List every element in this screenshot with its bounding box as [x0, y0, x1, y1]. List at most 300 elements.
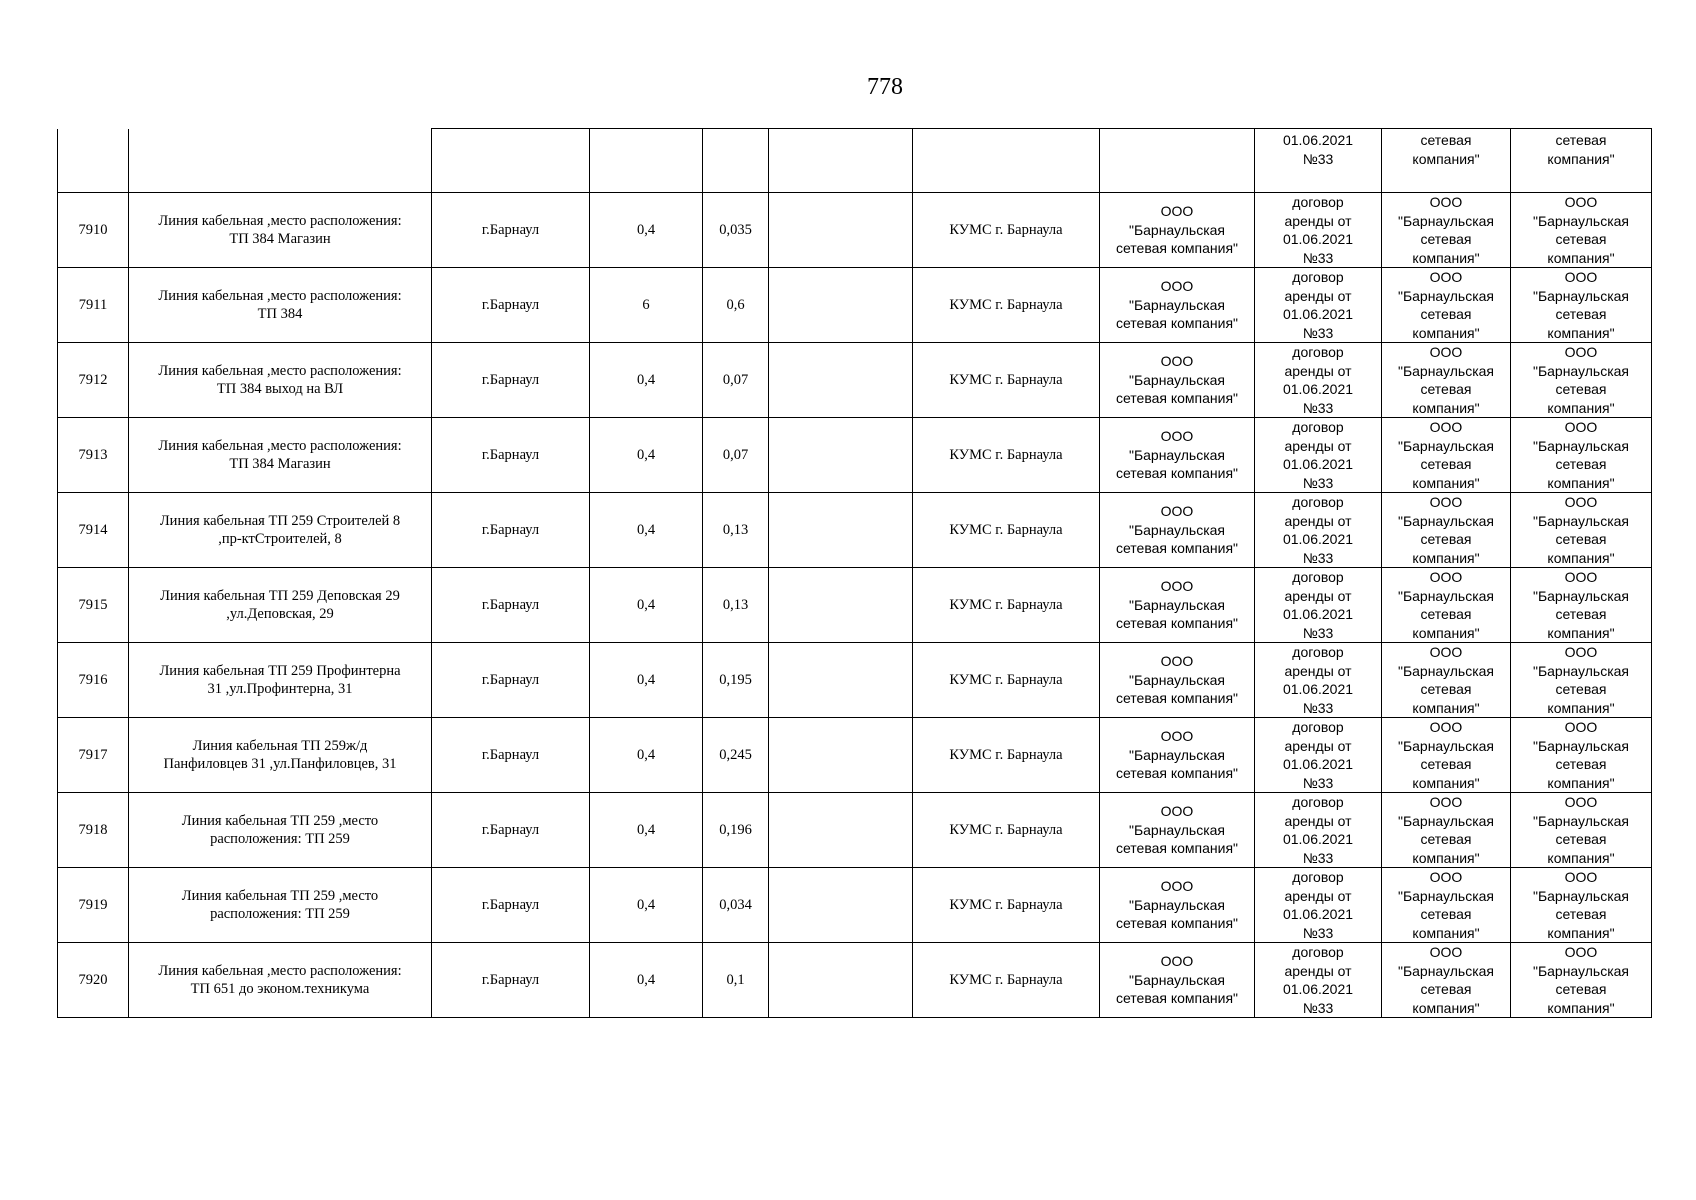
- cell-num: 7912: [58, 343, 129, 418]
- user-line: ООО: [1564, 269, 1598, 285]
- cell-operator: [1100, 868, 1255, 943]
- holder-line: "Барнаульская: [1397, 287, 1495, 304]
- cell-name: [129, 568, 432, 643]
- holder-line: сетевая: [1420, 531, 1472, 547]
- cell-owner: КУМС г. Барнаула: [913, 793, 1100, 868]
- name-line: Панфиловцев 31 ,ул.Панфиловцев, 31: [163, 756, 397, 772]
- cell-voltage: 0,4: [590, 193, 703, 268]
- cell-address: г.Барнаул: [432, 643, 590, 718]
- user-line: компания": [1547, 549, 1615, 566]
- cell-user: [1511, 129, 1652, 193]
- user-line: "Барнаульская: [1532, 437, 1630, 454]
- user-line: ООО: [1564, 194, 1598, 210]
- user-line: компания": [1547, 999, 1615, 1016]
- cell-name: [129, 418, 432, 493]
- table-row: [58, 943, 1652, 1018]
- user-line: компания": [1547, 924, 1615, 941]
- contract-line: 01.06.2021: [1282, 381, 1354, 397]
- cell-contract: [1255, 193, 1382, 268]
- user-line: ООО: [1564, 794, 1598, 810]
- user-line: сетевая: [1555, 606, 1607, 622]
- operator-line: "Барнаульская: [1128, 821, 1226, 838]
- cell-address: г.Барнаул: [432, 793, 590, 868]
- contract-line: 01.06.2021: [1282, 456, 1354, 472]
- user-line: "Барнаульская: [1532, 812, 1630, 829]
- cell-holder: [1382, 493, 1511, 568]
- user-line: "Барнаульская: [1532, 662, 1630, 679]
- holder-line: компания": [1412, 774, 1480, 791]
- operator-line: ООО: [1160, 578, 1194, 595]
- name-line: Линия кабельная ,место расположения:: [158, 962, 402, 979]
- cell-voltage: [590, 129, 703, 193]
- holder-line: компания": [1412, 474, 1480, 491]
- contract-line: договор: [1292, 194, 1344, 210]
- user-line: компания": [1547, 249, 1615, 266]
- holder-line: компания": [1412, 699, 1480, 716]
- user-line: сетевая: [1555, 456, 1607, 472]
- name-line: 31 ,ул.Профинтерна, 31: [207, 681, 353, 697]
- holder-line: сетевая: [1420, 381, 1472, 397]
- holder-line: "Барнаульская: [1397, 737, 1495, 754]
- cell-operator: [1100, 493, 1255, 568]
- holder-line: "Барнаульская: [1397, 587, 1495, 604]
- name-line: Линия кабельная ТП 259 ,место: [181, 812, 379, 829]
- name-line: расположения: ТП 259: [210, 906, 350, 922]
- cell-owner: КУМС г. Барнаула: [913, 568, 1100, 643]
- holder-line: "Барнаульская: [1397, 887, 1495, 904]
- cell-empty: [769, 493, 913, 568]
- holder-line: сетевая: [1420, 981, 1472, 997]
- holder-line: сетевая: [1420, 231, 1472, 247]
- cell-empty: [769, 418, 913, 493]
- holder-line: "Барнаульская: [1397, 662, 1495, 679]
- operator-line: "Барнаульская: [1128, 446, 1226, 463]
- cell-empty: [769, 268, 913, 343]
- cell-operator: [1100, 718, 1255, 793]
- contract-line: аренды от: [1284, 362, 1352, 379]
- cell-owner: КУМС г. Барнаула: [913, 943, 1100, 1018]
- cell-length: 0,6: [703, 268, 769, 343]
- operator-line: сетевая компания": [1115, 840, 1239, 857]
- table-row: [58, 493, 1652, 568]
- name-line: ТП 384 выход на ВЛ: [216, 381, 344, 397]
- holder-line: сетевая: [1420, 831, 1472, 847]
- cell-owner: [913, 129, 1100, 193]
- continuation-row: [58, 129, 1652, 193]
- operator-line: ООО: [1160, 353, 1194, 370]
- user-line: сетевая: [1555, 756, 1607, 772]
- operator-line: сетевая компания": [1115, 390, 1239, 407]
- name-line: ТП 384: [257, 306, 303, 322]
- contract-line: №33: [1302, 324, 1334, 341]
- contract-line: аренды от: [1284, 212, 1352, 229]
- cell-name: [129, 793, 432, 868]
- contract-line: договор: [1292, 719, 1344, 735]
- cell-length: 0,13: [703, 568, 769, 643]
- contract-line: договор: [1292, 794, 1344, 810]
- cell-operator: [1100, 568, 1255, 643]
- cell-length: 0,196: [703, 793, 769, 868]
- operator-line: ООО: [1160, 503, 1194, 520]
- cell-empty: [769, 868, 913, 943]
- name-line: Линия кабельная ТП 259 ,место: [181, 887, 379, 904]
- cell-user: [1511, 868, 1652, 943]
- cell-holder: [1382, 868, 1511, 943]
- cell-user: [1511, 793, 1652, 868]
- cell-voltage: 0,4: [590, 868, 703, 943]
- holder-line: "Барнаульская: [1397, 212, 1495, 229]
- holder-line: ООО: [1429, 194, 1463, 210]
- cell-voltage: 0,4: [590, 943, 703, 1018]
- holder-line: сетевая: [1420, 306, 1472, 322]
- holder-line: ООО: [1429, 344, 1463, 360]
- cell-contract: [1255, 343, 1382, 418]
- user-line: ООО: [1564, 569, 1598, 585]
- contract-line: аренды от: [1284, 812, 1352, 829]
- cell-holder: [1382, 193, 1511, 268]
- table-row: [58, 643, 1652, 718]
- cell-empty: [769, 343, 913, 418]
- cell-operator: [1100, 793, 1255, 868]
- cell-user: [1511, 268, 1652, 343]
- holder-line: ООО: [1429, 419, 1463, 435]
- cell-owner: КУМС г. Барнаула: [913, 418, 1100, 493]
- cell-empty: [769, 568, 913, 643]
- contract-line: договор: [1292, 644, 1344, 660]
- operator-line: ООО: [1160, 653, 1194, 670]
- user-line: компания": [1547, 849, 1615, 866]
- table-row: [58, 718, 1652, 793]
- user-line: ООО: [1564, 644, 1598, 660]
- cell-empty: [769, 193, 913, 268]
- cell-user: [1511, 193, 1652, 268]
- contract-line: 01.06.2021: [1282, 231, 1354, 247]
- name-line: ТП 384 Магазин: [229, 456, 331, 472]
- name-line: расположения: ТП 259: [210, 831, 350, 847]
- holder-line: компания": [1412, 924, 1480, 941]
- cell-contract: [1255, 793, 1382, 868]
- user-line: сетевая: [1555, 531, 1607, 547]
- cell-owner: КУМС г. Барнаула: [913, 268, 1100, 343]
- cell-empty: [769, 718, 913, 793]
- user-line: компания": [1547, 624, 1615, 641]
- table-row: [58, 268, 1652, 343]
- cell-user: [1511, 493, 1652, 568]
- holder-line: компания": [1412, 249, 1480, 266]
- holder-line: ООО: [1429, 719, 1463, 735]
- table-row: [58, 568, 1652, 643]
- holder-line: компания": [1412, 549, 1480, 566]
- holder-line: ООО: [1429, 869, 1463, 885]
- name-line: Линия кабельная ТП 259 Деповская 29: [160, 587, 400, 604]
- cell-voltage: 6: [590, 268, 703, 343]
- contract-line: №33: [1302, 999, 1334, 1016]
- table-row: [58, 193, 1652, 268]
- cell-address: г.Барнаул: [432, 418, 590, 493]
- holder-line: "Барнаульская: [1397, 362, 1495, 379]
- cell-address: г.Барнаул: [432, 718, 590, 793]
- holder-line: "Барнаульская: [1397, 512, 1495, 529]
- cell-contract: [1255, 943, 1382, 1018]
- contract-line: №33: [1302, 774, 1334, 791]
- contract-line: договор: [1292, 494, 1344, 510]
- cell-voltage: 0,4: [590, 718, 703, 793]
- user-line: ООО: [1564, 344, 1598, 360]
- operator-line: сетевая компания": [1115, 615, 1239, 632]
- cell-holder: [1382, 268, 1511, 343]
- operator-line: сетевая компания": [1115, 465, 1239, 482]
- contract-line: 01.06.2021: [1282, 531, 1354, 547]
- user-line: компания": [1547, 399, 1615, 416]
- user-line: ООО: [1564, 869, 1598, 885]
- contract-line: договор: [1292, 344, 1344, 360]
- cell-voltage: 0,4: [590, 493, 703, 568]
- cell-operator: [1100, 418, 1255, 493]
- cell-operator: [1100, 343, 1255, 418]
- table-body: [58, 129, 1652, 1018]
- cell-empty: [769, 943, 913, 1018]
- cell-length: 0,245: [703, 718, 769, 793]
- operator-line: "Барнаульская: [1128, 596, 1226, 613]
- operator-line: "Барнаульская: [1128, 971, 1226, 988]
- contract-line: №33: [1302, 624, 1334, 641]
- table-row: [58, 868, 1652, 943]
- cell-holder: [1382, 643, 1511, 718]
- user-line: ООО: [1564, 494, 1598, 510]
- cell-length: 0,13: [703, 493, 769, 568]
- operator-line: сетевая компания": [1115, 315, 1239, 332]
- cell-name: [129, 268, 432, 343]
- user-line: компания": [1547, 474, 1615, 491]
- holder-line: компания": [1412, 849, 1480, 866]
- contract-line: №33: [1302, 399, 1334, 416]
- cell-user: [1511, 718, 1652, 793]
- cell-name: [129, 643, 432, 718]
- cell-user: [1511, 568, 1652, 643]
- registry-table: [57, 128, 1652, 1018]
- cell-contract: [1255, 129, 1382, 193]
- cell-name: [129, 718, 432, 793]
- operator-line: "Барнаульская: [1128, 371, 1226, 388]
- operator-line: ООО: [1160, 878, 1194, 895]
- operator-line: сетевая компания": [1115, 540, 1239, 557]
- cell-voltage: 0,4: [590, 793, 703, 868]
- contract-line: аренды от: [1284, 962, 1352, 979]
- cell-num: 7918: [58, 793, 129, 868]
- cell-user: [1511, 943, 1652, 1018]
- cell-contract: [1255, 493, 1382, 568]
- cell-num: 7916: [58, 643, 129, 718]
- user-line: ООО: [1564, 419, 1598, 435]
- holder-line: "Барнаульская: [1397, 812, 1495, 829]
- cell-num: 7911: [58, 268, 129, 343]
- cell-num: 7910: [58, 193, 129, 268]
- contract-line: №33: [1302, 924, 1334, 941]
- contract-line: аренды от: [1284, 512, 1352, 529]
- operator-line: "Барнаульская: [1128, 221, 1226, 238]
- table-row: [58, 793, 1652, 868]
- operator-line: сетевая компания": [1115, 765, 1239, 782]
- name-line: ,ул.Деповская, 29: [226, 606, 334, 622]
- holder-line: "Барнаульская: [1397, 962, 1495, 979]
- cell-empty: [769, 129, 913, 193]
- holder-line: сетевая: [1420, 756, 1472, 772]
- holder-line: сетевая: [1420, 456, 1472, 472]
- user-line: ООО: [1564, 944, 1598, 960]
- name-line: ТП 651 до эконом.техникума: [190, 981, 370, 997]
- holder-line: ООО: [1429, 794, 1463, 810]
- cell-owner: КУМС г. Барнаула: [913, 718, 1100, 793]
- cell-operator: [1100, 193, 1255, 268]
- operator-line: сетевая компания": [1115, 990, 1239, 1007]
- contract-line: 01.06.2021: [1282, 306, 1354, 322]
- cell-holder: [1382, 943, 1511, 1018]
- cell-address: г.Барнаул: [432, 568, 590, 643]
- name-line: Линия кабельная ,место расположения:: [158, 212, 402, 229]
- contract-line: аренды от: [1284, 587, 1352, 604]
- cell-empty: [769, 793, 913, 868]
- cell-address: г.Барнаул: [432, 193, 590, 268]
- holder-line: сетевая: [1420, 906, 1472, 922]
- cell-address: г.Барнаул: [432, 268, 590, 343]
- cell-operator: [1100, 643, 1255, 718]
- holder-line: ООО: [1429, 569, 1463, 585]
- user-line: сетевая: [1555, 831, 1607, 847]
- operator-line: "Барнаульская: [1128, 671, 1226, 688]
- contract-line: 01.06.2021: [1282, 981, 1354, 997]
- cell-user: [1511, 643, 1652, 718]
- user-line: компания": [1547, 699, 1615, 716]
- cell-length: 0,07: [703, 343, 769, 418]
- operator-line: сетевая компания": [1115, 690, 1239, 707]
- operator-line: ООО: [1160, 278, 1194, 295]
- name-line: Линия кабельная ТП 259ж/д: [192, 737, 368, 754]
- cell-address: г.Барнаул: [432, 493, 590, 568]
- holder-line: компания": [1412, 150, 1480, 167]
- user-line: сетевая: [1555, 132, 1607, 148]
- table-row: [58, 418, 1652, 493]
- operator-line: "Барнаульская: [1128, 746, 1226, 763]
- user-line: "Барнаульская: [1532, 962, 1630, 979]
- cell-owner: КУМС г. Барнаула: [913, 868, 1100, 943]
- contract-line: №33: [1302, 699, 1334, 716]
- cell-length: 0,035: [703, 193, 769, 268]
- holder-line: сетевая: [1420, 132, 1472, 148]
- cell-voltage: 0,4: [590, 643, 703, 718]
- holder-line: ООО: [1429, 269, 1463, 285]
- cell-contract: [1255, 643, 1382, 718]
- holder-line: "Барнаульская: [1397, 437, 1495, 454]
- contract-line: №33: [1302, 849, 1334, 866]
- contract-line: №33: [1302, 549, 1334, 566]
- user-line: ООО: [1564, 719, 1598, 735]
- cell-length: 0,1: [703, 943, 769, 1018]
- cell-holder: [1382, 129, 1511, 193]
- user-line: "Барнаульская: [1532, 362, 1630, 379]
- user-line: "Барнаульская: [1532, 737, 1630, 754]
- contract-line: 01.06.2021: [1282, 756, 1354, 772]
- cell-num: 7915: [58, 568, 129, 643]
- holder-line: компания": [1412, 399, 1480, 416]
- cell-num: 7913: [58, 418, 129, 493]
- user-line: сетевая: [1555, 306, 1607, 322]
- cell-name: [129, 129, 432, 193]
- cell-user: [1511, 343, 1652, 418]
- cell-name: [129, 343, 432, 418]
- table-row: [58, 343, 1652, 418]
- user-line: сетевая: [1555, 906, 1607, 922]
- operator-line: ООО: [1160, 428, 1194, 445]
- cell-holder: [1382, 568, 1511, 643]
- cell-contract: [1255, 418, 1382, 493]
- cell-operator: [1100, 129, 1255, 193]
- cell-length: 0,195: [703, 643, 769, 718]
- contract-line: договор: [1292, 269, 1344, 285]
- cell-contract: [1255, 268, 1382, 343]
- contract-line: 01.06.2021: [1282, 681, 1354, 697]
- contract-line: 01.06.2021: [1282, 606, 1354, 622]
- cell-name: [129, 193, 432, 268]
- holder-line: сетевая: [1420, 681, 1472, 697]
- user-line: "Барнаульская: [1532, 512, 1630, 529]
- name-line: Линия кабельная ,место расположения:: [158, 287, 402, 304]
- user-line: компания": [1547, 324, 1615, 341]
- holder-line: ООО: [1429, 944, 1463, 960]
- cell-voltage: 0,4: [590, 343, 703, 418]
- contract-line: аренды от: [1284, 437, 1352, 454]
- contract-line: аренды от: [1284, 287, 1352, 304]
- contract-line: аренды от: [1284, 662, 1352, 679]
- contract-line: №33: [1302, 150, 1334, 167]
- user-line: компания": [1547, 774, 1615, 791]
- user-line: "Барнаульская: [1532, 287, 1630, 304]
- cell-empty: [769, 643, 913, 718]
- cell-num: 7920: [58, 943, 129, 1018]
- page-number: 778: [867, 74, 903, 100]
- cell-name: [129, 493, 432, 568]
- contract-line: договор: [1292, 944, 1344, 960]
- cell-owner: КУМС г. Барнаула: [913, 193, 1100, 268]
- holder-line: компания": [1412, 624, 1480, 641]
- contract-line: аренды от: [1284, 887, 1352, 904]
- cell-address: г.Барнаул: [432, 943, 590, 1018]
- user-line: сетевая: [1555, 981, 1607, 997]
- cell-name: [129, 943, 432, 1018]
- name-line: Линия кабельная ,место расположения:: [158, 437, 402, 454]
- holder-line: компания": [1412, 324, 1480, 341]
- cell-length: [703, 129, 769, 193]
- name-line: ,пр-ктСтроителей, 8: [218, 531, 342, 547]
- name-line: Линия кабельная ,место расположения:: [158, 362, 402, 379]
- holder-line: ООО: [1429, 644, 1463, 660]
- contract-line: №33: [1302, 249, 1334, 266]
- operator-line: "Барнаульская: [1128, 896, 1226, 913]
- cell-operator: [1100, 943, 1255, 1018]
- operator-line: ООО: [1160, 203, 1194, 220]
- user-line: "Барнаульская: [1532, 587, 1630, 604]
- contract-line: 01.06.2021: [1282, 906, 1354, 922]
- cell-length: 0,07: [703, 418, 769, 493]
- cell-address: г.Барнаул: [432, 343, 590, 418]
- cell-operator: [1100, 268, 1255, 343]
- holder-line: компания": [1412, 999, 1480, 1016]
- holder-line: ООО: [1429, 494, 1463, 510]
- contract-line: 01.06.2021: [1282, 132, 1354, 148]
- contract-line: 01.06.2021: [1282, 831, 1354, 847]
- user-line: компания": [1547, 150, 1615, 167]
- contract-line: договор: [1292, 419, 1344, 435]
- cell-voltage: 0,4: [590, 418, 703, 493]
